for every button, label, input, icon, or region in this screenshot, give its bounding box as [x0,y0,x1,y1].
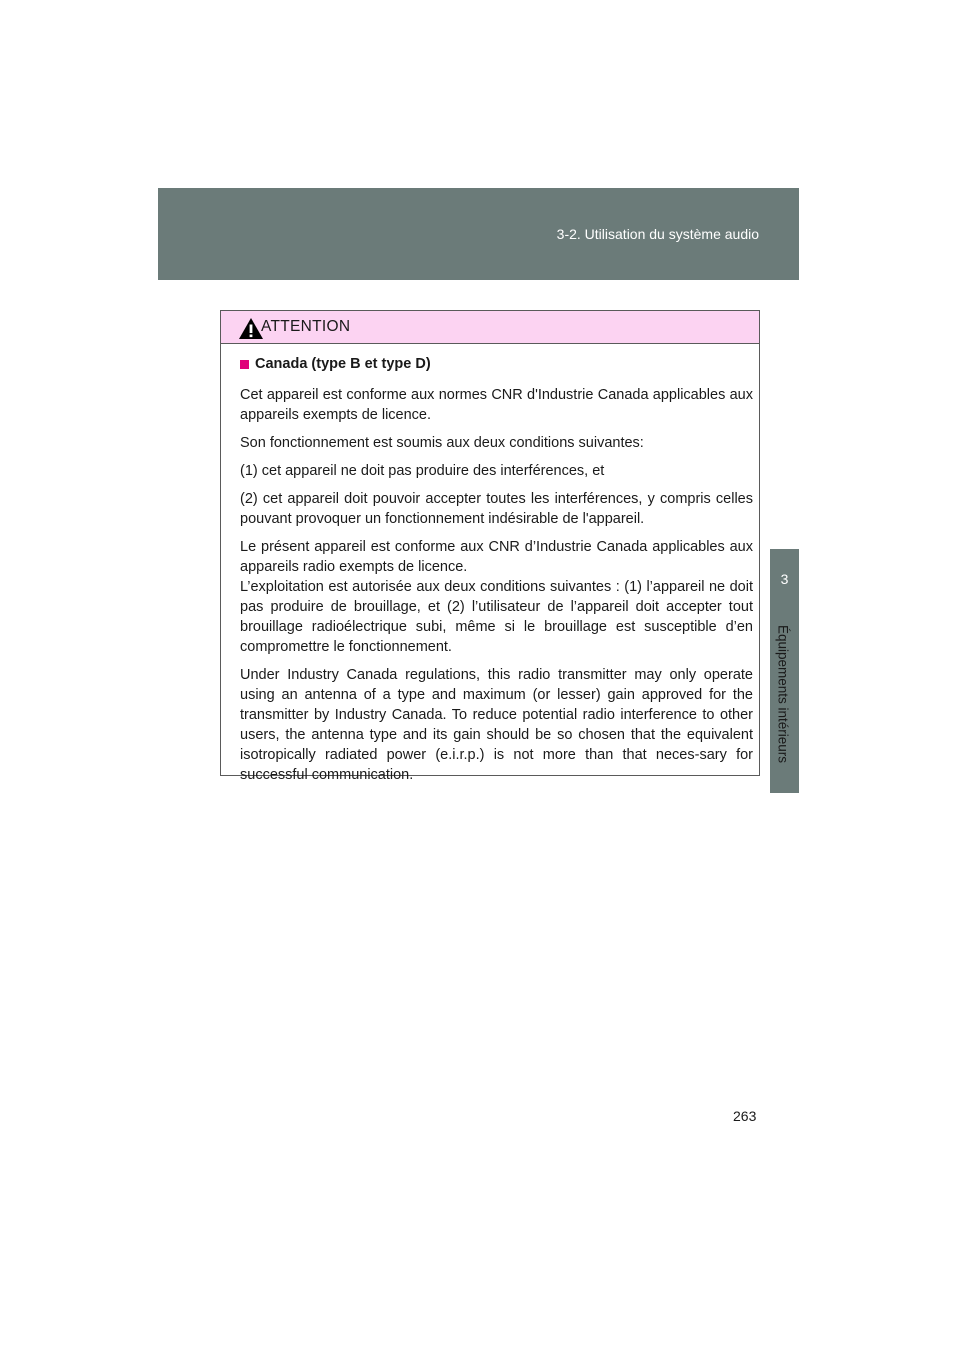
paragraph: (1) cet appareil ne doit pas produire des interférences, et [240,463,605,479]
paragraph: Cet appareil est conforme aux normes CNR d'Industrie Canada applicables aux appareils exempts de licence. [240,387,753,423]
chapter-number: 3 [780,571,789,587]
section-title: 3-2. Utilisation du système audio [556,226,759,242]
caution-header [221,311,759,344]
chapter-label: Équipements intérieurs [775,624,791,764]
paragraph: Under Industry Canada regulations, this radio transmitter may only operate using an antenna of a type and maximum (or lesser) gain approved for the transmitter by Industry Canada. To reduce potential radio interference to other users, the antenna type and its gain should be so chosen that the equivalent isotropically radiated power (e.i.r.p.) is not more than that neces-sary for successful communication. [240,667,753,783]
paragraph: L’exploitation est autorisée aux deux conditions suivantes : (1) l’appareil ne doit pas produire de brouillage, et (2) l’utilisateur de l’appareil doit accepter tout brouillage radioélectrique subi, même si le brouillage est susceptible d’en compromettre le fonctionnement. [240,579,753,655]
section-header-band [158,188,799,280]
caution-label: ATTENTION [261,318,351,335]
paragraph: (2) cet appareil doit pouvoir accepter toutes les interférences, y compris celles pouvant provoquer un fonctionnement indésirable de l'appareil. [240,491,753,527]
caution-body [221,344,759,785]
page-number: 263 [733,1108,757,1124]
caution-subheading [240,354,753,374]
subheading-text: Canada (type B et type D) [255,356,431,372]
paragraph: Son fonctionnement est soumis aux deux conditions suivantes: [240,435,644,451]
caution-box [220,310,760,783]
square-bullet-icon [240,360,249,369]
paragraph: Le présent appareil est conforme aux CNR d’Industrie Canada applicables aux appareils radio exempts de licence. [240,539,753,575]
